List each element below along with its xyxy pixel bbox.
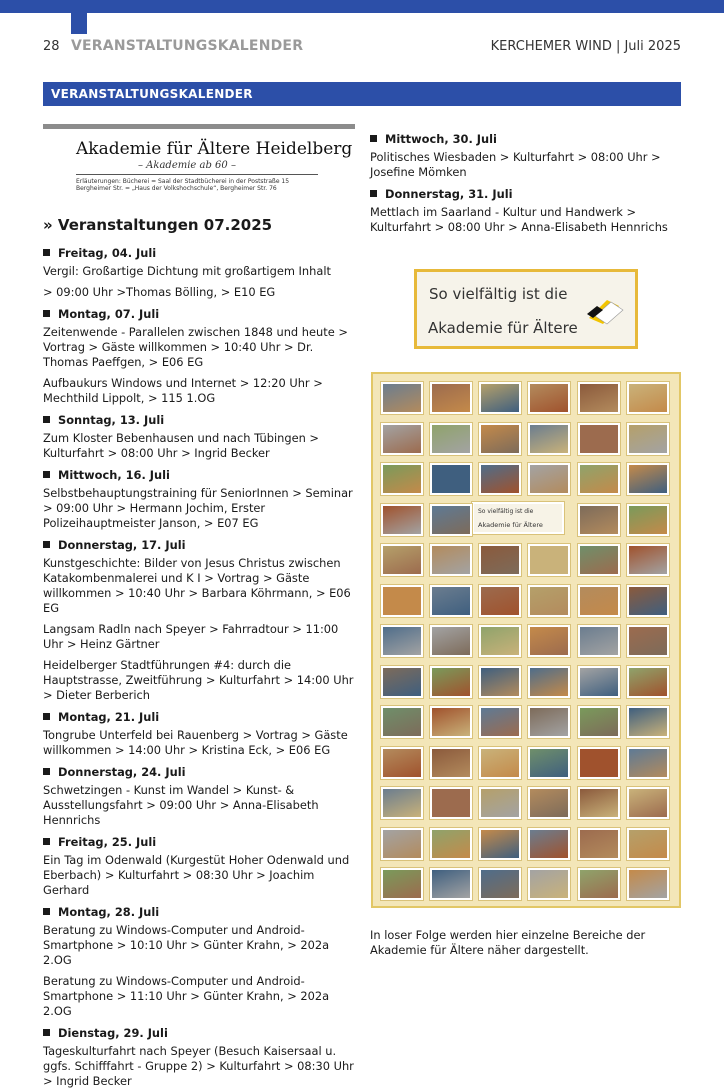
mosaic-photo-tile xyxy=(627,625,669,657)
event-day-label: Dienstag, 29. Juli xyxy=(58,1026,168,1040)
mosaic-photo-tile xyxy=(528,828,570,860)
mosaic-photo-tile xyxy=(578,747,620,779)
banner-line-2: Akademie für Ältere xyxy=(428,319,578,337)
event-day-label: Donnerstag, 17. Juli xyxy=(58,538,186,552)
mosaic-photo-tile xyxy=(430,544,472,576)
logo-subtitle: – Akademie ab 60 – xyxy=(138,160,236,171)
mosaic-photo-tile xyxy=(479,585,521,617)
mosaic-photo-tile xyxy=(430,382,472,414)
mosaic-photo-tile xyxy=(528,585,570,617)
bullet-square-icon xyxy=(43,768,50,775)
bullet-square-icon xyxy=(370,135,377,142)
event-entry: Vergil: Großartige Dichtung mit großartigem Inhalt xyxy=(43,264,331,278)
event-day-label: Mittwoch, 16. Juli xyxy=(58,468,170,482)
magazine-title: KERCHEMER WIND | Juli 2025 xyxy=(490,39,681,54)
bullet-square-icon xyxy=(43,1029,50,1036)
mosaic-photo-tile xyxy=(578,382,620,414)
page-number: 28 xyxy=(43,39,60,54)
bullet-square-icon xyxy=(43,471,50,478)
cards-icon xyxy=(585,296,625,326)
mosaic-photo-tile xyxy=(479,706,521,738)
event-entry: Beratung zu Windows-Computer und Android-Smartphone > 11:10 Uhr > Günter Krahn, > 202a 2.OG xyxy=(43,974,330,1018)
left-column xyxy=(43,124,355,1089)
event-day-label: Sonntag, 13. Juli xyxy=(58,413,165,427)
mosaic-photo-tile xyxy=(528,382,570,414)
academy-banner xyxy=(414,269,638,349)
mosaic-photo-tile xyxy=(430,423,472,455)
event-day-label: Montag, 07. Juli xyxy=(58,307,160,321)
mosaic-photo-tile xyxy=(578,585,620,617)
mosaic-photo-tile xyxy=(627,868,669,900)
mosaic-photo-tile xyxy=(381,382,423,414)
mosaic-photo-tile xyxy=(381,787,423,819)
mosaic-photo-tile xyxy=(627,585,669,617)
logo-note-2: Bergheimer Str. = „Haus der Volkshochschule“, Bergheimer Str. 76 xyxy=(76,185,277,192)
mosaic-photo-tile xyxy=(430,747,472,779)
mosaic-photo-tile xyxy=(627,787,669,819)
logo-title: Akademie für Ältere Heidelberg xyxy=(76,139,353,159)
mosaic-photo-tile xyxy=(578,463,620,495)
mosaic-photo-tile xyxy=(627,828,669,860)
page-header xyxy=(43,38,681,58)
event-entry: Ein Tag im Odenwald (Kurgestüt Hoher Odenwald und Eberbach) > Kulturfahrt > 08:30 Uhr > Joachim Gerhard xyxy=(43,853,350,897)
mosaic-photo-tile xyxy=(578,423,620,455)
bullet-square-icon xyxy=(43,713,50,720)
event-entry: Aufbaukurs Windows und Internet > 12:20 Uhr > Mechthild Lippolt, > 115 1.OG xyxy=(43,376,323,405)
event-day-label: Freitag, 04. Juli xyxy=(58,246,157,260)
event-entry: Heidelberger Stadtführungen #4: durch die Hauptstrasse, Zweitführung > Kulturfahrt > 14:00 Uhr > Dieter Berberich xyxy=(43,658,354,702)
event-list-left xyxy=(43,246,355,1089)
mosaic-photo-tile xyxy=(430,706,472,738)
event-day-heading xyxy=(43,765,355,780)
mosaic-photo-tile xyxy=(381,868,423,900)
academy-logo xyxy=(43,124,355,194)
top-tab-marker xyxy=(71,0,87,34)
event-entry: Langsam Radln nach Speyer > Fahrradtour > 11:00 Uhr > Heinz Gärtner xyxy=(43,622,339,651)
mosaic-photo-tile xyxy=(430,625,472,657)
banner-line-1: So vielfältig ist die xyxy=(429,285,568,303)
event-day-heading xyxy=(370,132,682,147)
mosaic-photo-tile xyxy=(479,544,521,576)
mosaic-photo-tile xyxy=(381,585,423,617)
event-day-heading xyxy=(43,468,355,483)
mosaic-photo-tile xyxy=(430,787,472,819)
event-day-label: Montag, 21. Juli xyxy=(58,710,160,724)
mosaic-photo-tile xyxy=(578,544,620,576)
event-day-label: Mittwoch, 30. Juli xyxy=(385,132,497,146)
mosaic-photo-tile xyxy=(430,585,472,617)
event-day-heading xyxy=(43,413,355,428)
mosaic-photo-tile xyxy=(578,868,620,900)
section-band: VERANSTALTUNGSKALENDER xyxy=(43,82,681,106)
mosaic-photo-tile xyxy=(479,787,521,819)
mosaic-photo-tile xyxy=(528,787,570,819)
mosaic-photo-tile xyxy=(528,706,570,738)
mosaic-photo-tile xyxy=(479,423,521,455)
mosaic-photo-tile xyxy=(578,625,620,657)
top-color-stripe xyxy=(0,0,724,13)
mosaic-photo-tile xyxy=(479,828,521,860)
mosaic-photo-tile xyxy=(381,504,423,536)
event-entry: > 09:00 Uhr >Thomas Bölling, > E10 EG xyxy=(43,285,276,299)
mosaic-photo-tile xyxy=(381,544,423,576)
event-entry: Kunstgeschichte: Bilder von Jesus Christus zwischen Katakombenmalerei und K I > Vortrag > Gäste willkommen > 10:40 Uhr > Barbara Köhrmann, > E06 EG xyxy=(43,556,351,615)
mosaic-photo-tile xyxy=(430,504,472,536)
mosaic-photo-tile xyxy=(578,504,620,536)
right-column xyxy=(370,132,682,235)
event-entry: Zum Kloster Bebenhausen und nach Tübingen > Kulturfahrt > 08:00 Uhr > Ingrid Becker xyxy=(43,431,319,460)
bullet-square-icon xyxy=(43,908,50,915)
event-entry: Mettlach im Saarland - Kultur und Handwerk > Kulturfahrt > 08:00 Uhr > Anna-Elisabeth Hennrichs xyxy=(370,205,668,234)
event-entry: Schwetzingen - Kunst im Wandel > Kunst- & Ausstellungsfahrt > 09:00 Uhr > Anna-Elisabeth Hennrichs xyxy=(43,783,319,827)
event-day-heading xyxy=(43,905,355,920)
events-heading: » Veranstaltungen 07.2025 xyxy=(43,216,273,234)
bullet-square-icon xyxy=(43,838,50,845)
event-day-heading xyxy=(43,246,355,261)
event-day-label: Montag, 28. Juli xyxy=(58,905,160,919)
mosaic-photo-tile xyxy=(381,423,423,455)
event-day-label: Donnerstag, 24. Juli xyxy=(58,765,186,779)
event-list-right xyxy=(370,132,682,235)
mosaic-photo-tile xyxy=(381,747,423,779)
section-title: VERANSTALTUNGSKALENDER xyxy=(71,38,304,54)
mosaic-photo-tile xyxy=(578,706,620,738)
mosaic-photo-tile xyxy=(578,828,620,860)
mosaic-photo-tile xyxy=(479,382,521,414)
mosaic-photo-tile xyxy=(528,544,570,576)
event-day-label: Donnerstag, 31. Juli xyxy=(385,187,513,201)
event-entry: Politisches Wiesbaden > Kulturfahrt > 08:00 Uhr > Josefine Mömken xyxy=(370,150,661,179)
mosaic-photo-tile xyxy=(381,625,423,657)
mosaic-photo-tile xyxy=(381,706,423,738)
mosaic-photo-tile xyxy=(528,625,570,657)
mosaic-photo-tile xyxy=(479,747,521,779)
bullet-square-icon xyxy=(370,190,377,197)
mosaic-photo-tile xyxy=(430,463,472,495)
mosaic-photo-tile xyxy=(578,787,620,819)
mosaic-photo-tile xyxy=(479,625,521,657)
mosaic-photo-tile xyxy=(381,463,423,495)
mosaic-photo-tile xyxy=(430,828,472,860)
bullet-square-icon xyxy=(43,249,50,256)
bullet-square-icon xyxy=(43,310,50,317)
mosaic-photo-tile xyxy=(627,544,669,576)
bullet-square-icon xyxy=(43,416,50,423)
event-entry: Selbstbehauptungstraining für SeniorInnen > Seminar > 09:00 Uhr > Hermann Jochim, Erster Polizeihauptmeister Janson, > E07 EG xyxy=(43,486,353,530)
mosaic-photo-tile xyxy=(430,666,472,698)
photo-mosaic xyxy=(371,372,681,908)
event-day-heading xyxy=(43,1026,355,1041)
mosaic-photo-tile xyxy=(627,706,669,738)
event-day-heading xyxy=(43,835,355,850)
mosaic-photo-tile xyxy=(627,382,669,414)
event-day-heading xyxy=(370,187,682,202)
event-day-heading xyxy=(43,710,355,725)
event-entry: Tongrube Unterfeld bei Rauenberg > Vortrag > Gäste willkommen > 14:00 Uhr > Kristina Eck, > E06 EG xyxy=(43,728,348,757)
mosaic-photo-tile xyxy=(528,463,570,495)
mosaic-photo-tile xyxy=(627,666,669,698)
mosaic-photo-tile xyxy=(479,868,521,900)
mosaic-center-line-2: Akademie für Ältere xyxy=(478,521,543,529)
event-entry: Zeitenwende - Parallelen zwischen 1848 und heute > Vortrag > Gäste willkommen > 10:40 Uhr > Dr. Thomas Paeffgen, > E06 EG xyxy=(43,325,348,369)
mosaic-photo-tile xyxy=(381,828,423,860)
mosaic-photo-tile xyxy=(627,504,669,536)
mosaic-photo-tile xyxy=(627,463,669,495)
event-day-label: Freitag, 25. Juli xyxy=(58,835,157,849)
mosaic-photo-tile xyxy=(627,423,669,455)
mosaic-photo-tile xyxy=(578,666,620,698)
bullet-square-icon xyxy=(43,541,50,548)
mosaic-photo-tile xyxy=(528,747,570,779)
mosaic-center-label xyxy=(472,502,564,534)
mosaic-photo-tile xyxy=(381,666,423,698)
event-day-heading xyxy=(43,538,355,553)
logo-note-1: Erläuterungen: Bücherei = Saal der Stadtbücherei in der Poststraße 15 xyxy=(76,178,290,185)
mosaic-photo-tile xyxy=(528,423,570,455)
logo-rule xyxy=(76,174,318,175)
mosaic-photo-tile xyxy=(627,747,669,779)
mosaic-photo-tile xyxy=(528,666,570,698)
mosaic-photo-tile xyxy=(479,463,521,495)
mosaic-center-line-1: So vielfältig ist die xyxy=(478,508,534,515)
event-entry: Beratung zu Windows-Computer und Android-Smartphone > 10:10 Uhr > Günter Krahn, > 202a 2.OG xyxy=(43,923,330,967)
event-entry: Tageskulturfahrt nach Speyer (Besuch Kaisersaal u. ggfs. Schifffahrt - Gruppe 2) > Kulturfahrt > 08:30 Uhr > Ingrid Becker xyxy=(43,1044,354,1088)
mosaic-photo-tile xyxy=(479,666,521,698)
mosaic-photo-tile xyxy=(528,868,570,900)
event-day-heading xyxy=(43,307,355,322)
mosaic-caption: In loser Folge werden hier einzelne Bereiche der Akademie für Ältere näher dargestellt. xyxy=(370,928,646,957)
mosaic-photo-tile xyxy=(430,868,472,900)
